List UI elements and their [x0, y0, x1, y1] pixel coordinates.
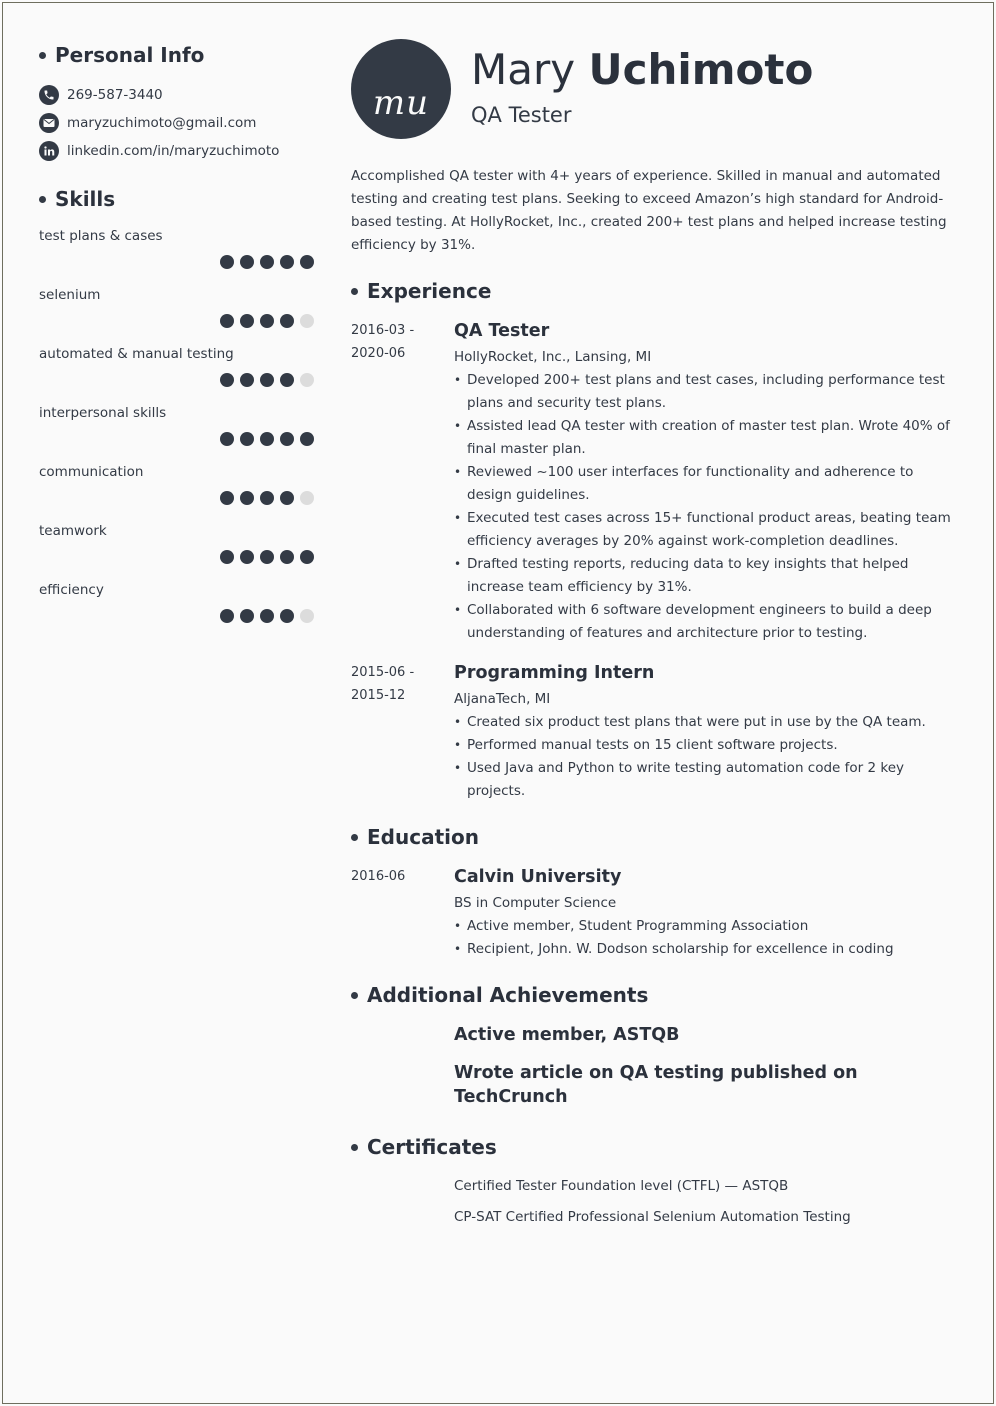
rating-dot-filled — [260, 432, 274, 446]
job-organization: AljanaTech, MI — [454, 691, 551, 707]
achievement-item: Wrote article on QA testing published on TechCrunch — [454, 1063, 858, 1107]
skill-rating — [214, 373, 314, 387]
rating-dot-filled — [220, 373, 234, 387]
skill-name: interpersonal skills — [39, 405, 167, 421]
certificate-item: Certified Tester Foundation level (CTFL) — ASTQB — [454, 1178, 789, 1194]
skills-list — [39, 225, 315, 638]
rating-dot-filled — [300, 432, 314, 446]
skill-name: communication — [39, 464, 144, 480]
skill-name: efficiency — [39, 582, 104, 598]
skill-row — [39, 284, 315, 343]
last-name: Uchimoto — [588, 45, 814, 94]
phone-text[interactable]: 269-587-3440 — [67, 87, 163, 103]
summary-text: Accomplished QA tester with 4+ years of experience. Skilled in manual and automated testing and creating test plans. Seeking to exceed Amazon’s high standard for Android-based testing. At HollyRocket, Inc., created 200+ test plans and helped increase testing efficiency by 31%. — [351, 168, 947, 253]
jobs-list — [351, 319, 961, 803]
rating-dot-filled — [240, 550, 254, 564]
full-name — [471, 45, 813, 94]
rating-dot-filled — [300, 550, 314, 564]
job-dates — [351, 661, 454, 803]
skill-name: teamwork — [39, 523, 107, 539]
rating-dot-filled — [240, 255, 254, 269]
job-body — [454, 319, 961, 645]
rating-dot-filled — [280, 550, 294, 564]
education-section — [351, 825, 961, 961]
rating-dot-filled — [240, 491, 254, 505]
contact-list — [39, 81, 315, 165]
education-heading: Education — [351, 825, 961, 849]
rating-dot-filled — [240, 314, 254, 328]
job-title: QA Tester — [471, 103, 572, 127]
experience-entry — [351, 319, 961, 645]
list-item: • Used Java and Python to write testing automation code for 2 key projects. — [454, 757, 961, 803]
list-item: • Assisted lead QA tester with creation of master test plan. Wrote 40% of final master plan. — [454, 415, 961, 461]
skill-rating — [214, 432, 314, 446]
rating-dot-empty — [300, 314, 314, 328]
list-item: • Collaborated with 6 software development engineers to build a deep understanding of features and architecture prior to testing. — [454, 599, 961, 645]
list-item: • Performed manual tests on 15 client software projects. — [454, 734, 961, 757]
experience-entry — [351, 661, 961, 803]
main-content — [351, 39, 961, 1229]
skill-name: test plans & cases — [39, 228, 163, 244]
email-link[interactable]: maryzuchimoto@gmail.com — [67, 115, 257, 131]
date-start: 2015-06 - — [351, 665, 415, 680]
rating-dot-filled — [260, 255, 274, 269]
bullet-icon — [351, 1144, 358, 1151]
date-start: 2016-03 - — [351, 323, 415, 338]
education-bullets — [454, 915, 961, 961]
rating-dot-empty — [300, 609, 314, 623]
experience-heading: Experience — [351, 279, 961, 303]
bullet-icon — [39, 196, 46, 203]
date-end: 2020-06 — [351, 346, 406, 361]
degree: BS in Computer Science — [454, 895, 617, 911]
rating-dot-filled — [220, 491, 234, 505]
list-item: • Active member, Student Programming Association — [454, 915, 961, 938]
skill-rating — [214, 491, 314, 505]
rating-dot-filled — [260, 373, 274, 387]
education-date: 2016-06 — [351, 869, 406, 884]
skill-row — [39, 402, 315, 461]
bullet-icon — [351, 834, 358, 841]
achievements-section — [351, 983, 961, 1109]
job-role: QA Tester — [454, 321, 550, 341]
bullet-icon — [39, 52, 46, 59]
rating-dot-filled — [280, 432, 294, 446]
date-end: 2015-12 — [351, 688, 406, 703]
achievements-heading: Additional Achievements — [351, 983, 961, 1007]
resume-header — [351, 39, 961, 149]
rating-dot-filled — [240, 609, 254, 623]
resume-page — [2, 2, 994, 1404]
personal-info-heading: Personal Info — [39, 43, 315, 67]
achievement-item: Active member, ASTQB — [454, 1025, 680, 1045]
rating-dot-filled — [220, 314, 234, 328]
skill-row — [39, 343, 315, 402]
bullet-icon — [351, 992, 358, 999]
rating-dot-empty — [300, 373, 314, 387]
first-name: Mary — [471, 45, 576, 94]
list-item: • Reviewed ~100 user interfaces for functionality and adherence to design guidelines. — [454, 461, 961, 507]
skill-row — [39, 461, 315, 520]
rating-dot-filled — [220, 609, 234, 623]
school-name: Calvin University — [454, 867, 622, 887]
skill-row — [39, 579, 315, 638]
job-dates — [351, 319, 454, 645]
job-organization: HollyRocket, Inc., Lansing, MI — [454, 349, 652, 365]
job-role: Programming Intern — [454, 663, 655, 683]
contact-email — [39, 109, 315, 137]
skill-row — [39, 225, 315, 284]
job-bullets — [454, 369, 961, 645]
certificates-section — [351, 1135, 961, 1229]
skill-rating — [214, 255, 314, 269]
skills-heading: Skills — [39, 187, 315, 211]
phone-icon — [39, 85, 59, 105]
list-item: • Created six product test plans that were put in use by the QA team. — [454, 711, 961, 734]
contact-phone — [39, 81, 315, 109]
rating-dot-filled — [260, 314, 274, 328]
skill-name: selenium — [39, 287, 101, 303]
list-item: • Executed test cases across 15+ functional product areas, beating team efficiency averages by 20% against work-completion deadlines. — [454, 507, 961, 553]
rating-dot-filled — [220, 432, 234, 446]
monogram-avatar: mu — [351, 39, 451, 139]
rating-dot-empty — [300, 491, 314, 505]
rating-dot-filled — [300, 255, 314, 269]
skill-name: automated & manual testing — [39, 346, 234, 362]
rating-dot-filled — [280, 373, 294, 387]
rating-dot-filled — [220, 550, 234, 564]
list-item: • Drafted testing reports, reducing data to key insights that helped increase team efficiency by 31%. — [454, 553, 961, 599]
bullet-icon — [351, 288, 358, 295]
rating-dot-filled — [240, 373, 254, 387]
list-item: • Recipient, John. W. Dodson scholarship for excellence in coding — [454, 938, 961, 961]
skill-rating — [214, 550, 314, 564]
rating-dot-filled — [280, 314, 294, 328]
contact-linkedin — [39, 137, 315, 165]
rating-dot-filled — [280, 255, 294, 269]
rating-dot-filled — [280, 491, 294, 505]
email-icon — [39, 113, 59, 133]
certificates-heading: Certificates — [351, 1135, 961, 1159]
sidebar — [39, 43, 315, 638]
list-item: • Developed 200+ test plans and test cases, including performance test plans and security test plans. — [454, 369, 961, 415]
education-entry — [351, 865, 961, 961]
rating-dot-filled — [220, 255, 234, 269]
rating-dot-filled — [260, 550, 274, 564]
skill-row — [39, 520, 315, 579]
rating-dot-filled — [260, 609, 274, 623]
rating-dot-filled — [280, 609, 294, 623]
rating-dot-filled — [260, 491, 274, 505]
job-body — [454, 661, 961, 803]
rating-dot-filled — [240, 432, 254, 446]
experience-section — [351, 279, 961, 803]
linkedin-link[interactable]: linkedin.com/in/maryzuchimoto — [67, 143, 280, 159]
skill-rating — [214, 314, 314, 328]
education-body — [454, 865, 961, 961]
certificate-item: CP-SAT Certified Professional Selenium Automation Testing — [454, 1209, 851, 1225]
linkedin-icon — [39, 141, 59, 161]
job-bullets — [454, 711, 961, 803]
skill-rating — [214, 609, 314, 623]
